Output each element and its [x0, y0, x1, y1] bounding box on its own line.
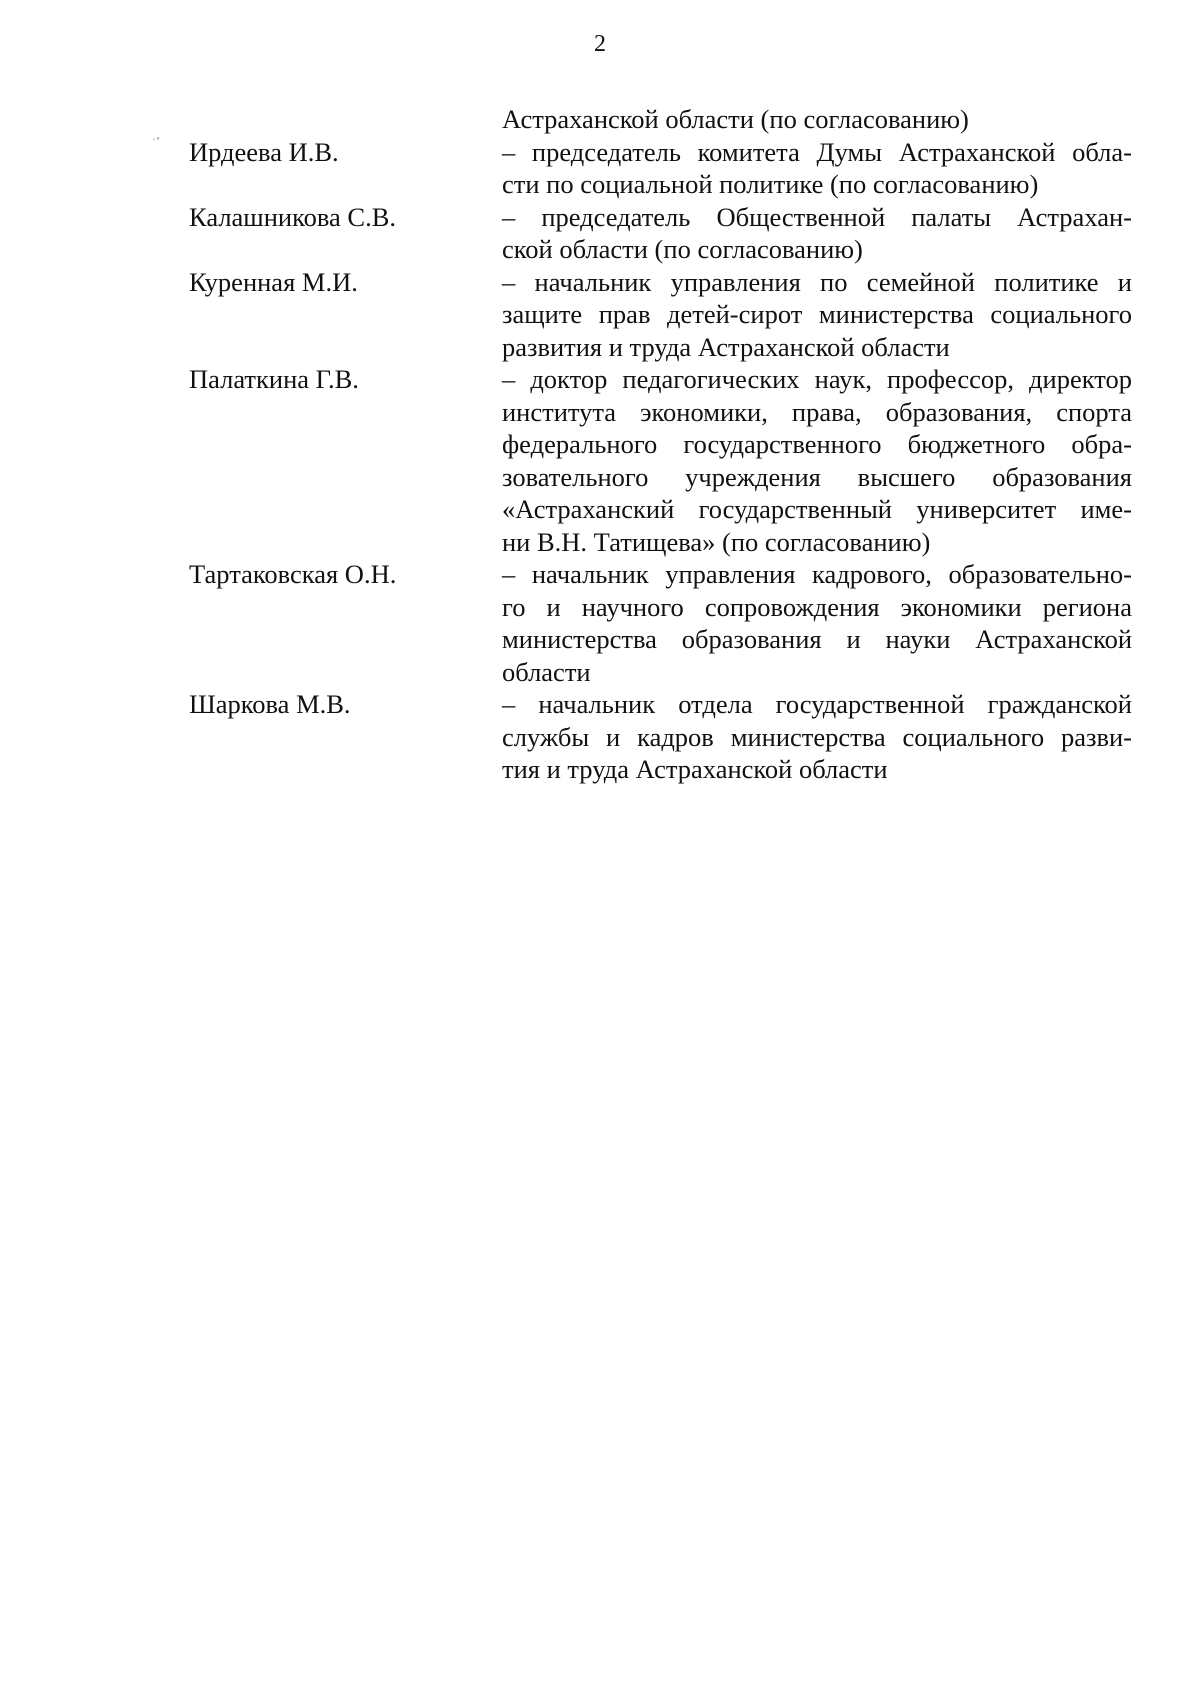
desc-line: – доктор педагогических наук, профессор, директор [502, 364, 1132, 394]
desc-line: института экономики, права, образования, спорта [502, 396, 1132, 427]
page-number: 2 [594, 31, 606, 57]
desc-line: сти по социальной политике (по согласованию) [502, 169, 1039, 199]
member-position [502, 363, 1132, 558]
desc-line: – председатель комитета Думы Астраханской обла- [502, 136, 1132, 167]
member-name: Куренная М.И. [189, 266, 358, 297]
member-name: Шаркова М.В. [189, 689, 351, 719]
members-list [0, 103, 1200, 786]
desc-line: ни В.Н. Татищева» (по согласованию) [502, 526, 931, 557]
desc-line: – начальник управления по семейной политике и [502, 266, 1132, 297]
member-entry-kalashnikova [0, 201, 1200, 266]
member-name: Тартаковская О.Н. [189, 559, 397, 589]
member-position [502, 201, 1132, 266]
desc-line: – начальник управления кадрового, образовательно- [502, 559, 1132, 589]
desc-line: го и научного сопровождения экономики региона [502, 591, 1132, 622]
member-position [502, 266, 1132, 364]
member-entry-irdeeva [0, 136, 1200, 201]
desc-line: защите прав детей-сирот министерства социального [502, 299, 1132, 329]
desc-line: министерства образования и науки Астраханской [502, 624, 1132, 654]
member-entry-palatkina [0, 363, 1200, 558]
desc-line: – начальник отдела государственной гражданской [502, 689, 1132, 719]
desc-line: – председатель Общественной палаты Астрахан- [502, 201, 1132, 232]
member-position [502, 558, 1132, 688]
scan-mark: ˌ‚ [152, 127, 160, 141]
desc-line: ской области (по согласованию) [502, 234, 863, 264]
member-name: Палаткина Г.В. [189, 364, 359, 394]
desc-line: «Астраханский государственный университет име- [502, 494, 1132, 524]
desc-line: Астраханской области (по согласованию) [502, 104, 969, 134]
desc-line: развития и труда Астраханской области [502, 331, 950, 362]
member-entry-sharkova [0, 688, 1200, 786]
member-name: Ирдеева И.В. [189, 136, 339, 167]
member-entry-kurennaya [0, 266, 1200, 364]
desc-line: зовательного учреждения высшего образования [502, 461, 1132, 492]
member-position [502, 688, 1132, 786]
continuation-entry [0, 103, 1200, 136]
member-position [502, 136, 1132, 201]
member-name: Калашникова С.В. [189, 201, 397, 232]
desc-line: области [502, 656, 591, 687]
desc-line: федерального государственного бюджетного обра- [502, 429, 1132, 459]
continuation-text [502, 103, 1132, 136]
member-entry-tartakovskaya [0, 558, 1200, 688]
desc-line: тия и труда Астраханской области [502, 754, 888, 784]
desc-line: службы и кадров министерства социального разви- [502, 721, 1132, 752]
